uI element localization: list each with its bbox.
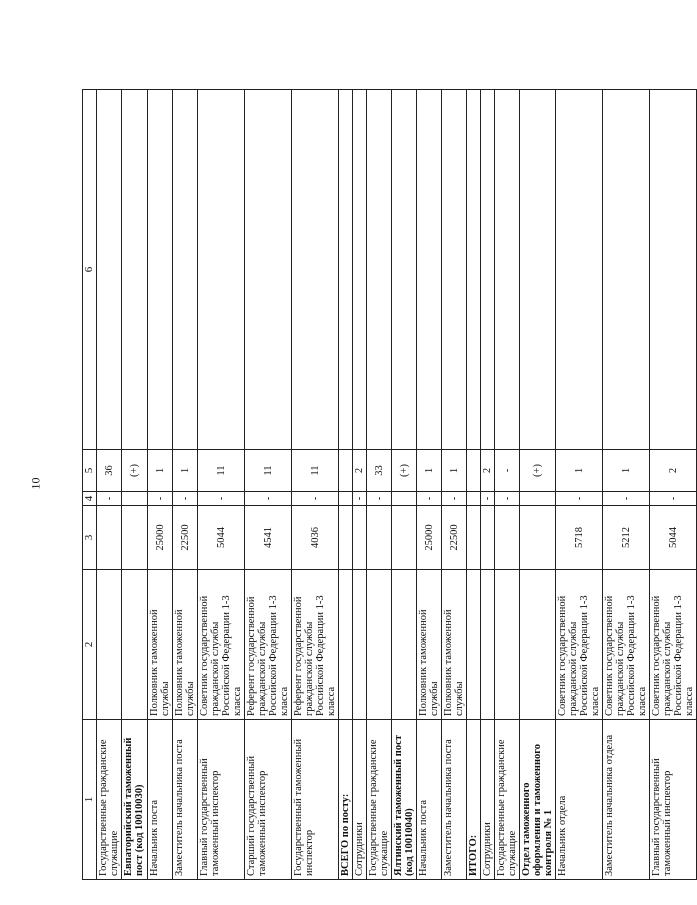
table-row <box>481 90 495 880</box>
header-cell-5: 5 <box>83 450 97 492</box>
table-cell-c5: 1 <box>417 450 442 492</box>
table-cell-c3: 22500 <box>442 506 467 570</box>
table-cell-c1: Евпаторийский таможенный пост (код 10010030) <box>122 720 148 880</box>
table-cell-c5: 36 <box>97 450 122 492</box>
table-cell-c4: - <box>495 492 520 506</box>
page-number: 10 <box>28 477 43 490</box>
table-cell-c5: 1 <box>603 450 650 492</box>
table-row <box>495 90 520 880</box>
table-cell-c5: 11 <box>292 450 339 492</box>
table-cell-c5: (+) <box>122 450 148 492</box>
table-cell-c2: Советник государственной гражданской службы Российской Федерации 1-3 класса <box>650 570 697 720</box>
table-cell-c5: - <box>495 450 520 492</box>
table-cell-c3 <box>520 506 556 570</box>
table-cell-c3 <box>495 506 520 570</box>
table-cell-c3 <box>367 506 392 570</box>
table-cell-c4 <box>392 492 417 506</box>
table-row <box>339 90 353 880</box>
table-cell-c2 <box>520 570 556 720</box>
table-cell-c1: Государственный таможенный инспектор <box>292 720 339 880</box>
table-cell-c1: Начальник отдела <box>556 720 603 880</box>
table-cell-c2: Полковник таможенной службы <box>148 570 173 720</box>
table-cell-c2: Полковник таможенной службы <box>417 570 442 720</box>
staff-table-body <box>83 90 697 880</box>
table-row <box>122 90 148 880</box>
table-cell-c6 <box>173 90 198 450</box>
table-cell-c6 <box>392 90 417 450</box>
table-cell-c6 <box>495 90 520 450</box>
table-cell-c2: Советник государственной гражданской службы Российской Федерации 1-3 класса <box>198 570 245 720</box>
table-cell-c6 <box>467 90 481 450</box>
table-cell-c6 <box>367 90 392 450</box>
table-cell-c2: Советник государственной гражданской службы Российской Федерации 1-3 класса <box>603 570 650 720</box>
table-cell-c1: Государственные гражданские служащие <box>97 720 122 880</box>
table-cell-c3: 5044 <box>198 506 245 570</box>
table-cell-c6 <box>122 90 148 450</box>
table-cell-c2: Полковник таможенной службы <box>442 570 467 720</box>
table-cell-c1: Государственные гражданские служащие <box>495 720 520 880</box>
table-cell-c6 <box>417 90 442 450</box>
table-cell-c2 <box>467 570 481 720</box>
table-cell-c1: Государственные гражданские служащие <box>367 720 392 880</box>
table-cell-c3: 4036 <box>292 506 339 570</box>
table-cell-c2: Референт государственной гражданской службы Российской Федерации 1-3 класса <box>292 570 339 720</box>
table-cell-c3 <box>353 506 367 570</box>
table-cell-c5: 1 <box>556 450 603 492</box>
table-cell-c4: - <box>353 492 367 506</box>
header-cell-2: 2 <box>83 570 97 720</box>
table-row <box>650 90 697 880</box>
table-row <box>442 90 467 880</box>
header-cell-4: 4 <box>83 492 97 506</box>
table-row <box>148 90 173 880</box>
table-cell-c3 <box>339 506 353 570</box>
table-cell-c5: 11 <box>198 450 245 492</box>
table-cell-c3 <box>97 506 122 570</box>
table-cell-c6 <box>556 90 603 450</box>
table-cell-c4: - <box>417 492 442 506</box>
table-cell-c3 <box>467 506 481 570</box>
table-header-row <box>83 90 97 880</box>
table-cell-c3: 4541 <box>245 506 292 570</box>
table-cell-c4: - <box>198 492 245 506</box>
table-cell-c1: Главный государственный таможенный инспектор <box>198 720 245 880</box>
table-cell-c5: 33 <box>367 450 392 492</box>
table-cell-c5: 1 <box>173 450 198 492</box>
table-row <box>417 90 442 880</box>
table-row <box>603 90 650 880</box>
table-cell-c6 <box>339 90 353 450</box>
table-cell-c1: Заместитель начальника поста <box>173 720 198 880</box>
table-cell-c6 <box>442 90 467 450</box>
table-cell-c6 <box>520 90 556 450</box>
table-cell-c2 <box>353 570 367 720</box>
table-cell-c6 <box>198 90 245 450</box>
table-cell-c1: Заместитель начальника отдела <box>603 720 650 880</box>
table-cell-c4: - <box>173 492 198 506</box>
table-cell-c3: 25000 <box>148 506 173 570</box>
table-row <box>173 90 198 880</box>
table-cell-c1: ИТОГО: <box>467 720 481 880</box>
table-cell-c6 <box>245 90 292 450</box>
table-cell-c2 <box>122 570 148 720</box>
table-row <box>245 90 292 880</box>
table-cell-c1: Отдел таможенного оформления и таможенного контроля № 1 <box>520 720 556 880</box>
table-cell-c4: - <box>556 492 603 506</box>
table-row <box>97 90 122 880</box>
table-row <box>467 90 481 880</box>
table-cell-c1: ВСЕГО по посту: <box>339 720 353 880</box>
table-cell-c2 <box>481 570 495 720</box>
table-cell-c5: (+) <box>520 450 556 492</box>
table-cell-c5: 2 <box>650 450 697 492</box>
table-cell-c5: (+) <box>392 450 417 492</box>
table-cell-c6 <box>481 90 495 450</box>
table-cell-c1: Начальник поста <box>417 720 442 880</box>
table-cell-c5: 2 <box>353 450 367 492</box>
table-cell-c6 <box>148 90 173 450</box>
table-cell-c4: - <box>292 492 339 506</box>
table-cell-c4: - <box>148 492 173 506</box>
header-cell-1: 1 <box>83 720 97 880</box>
staff-table <box>82 89 697 880</box>
table-cell-c4: - <box>245 492 292 506</box>
table-cell-c6 <box>353 90 367 450</box>
table-row <box>292 90 339 880</box>
table-cell-c4 <box>467 492 481 506</box>
table-cell-c4 <box>339 492 353 506</box>
table-row <box>367 90 392 880</box>
table-cell-c2: Советник государственной гражданской службы Российской Федерации 1-3 класса <box>556 570 603 720</box>
table-cell-c3 <box>392 506 417 570</box>
table-row <box>198 90 245 880</box>
table-cell-c4: - <box>481 492 495 506</box>
table-cell-c1: Сотрудники <box>353 720 367 880</box>
table-cell-c4: - <box>603 492 650 506</box>
table-cell-c2 <box>367 570 392 720</box>
table-cell-c5: 2 <box>481 450 495 492</box>
table-cell-c6 <box>97 90 122 450</box>
table-cell-c5: 11 <box>245 450 292 492</box>
table-row <box>392 90 417 880</box>
table-cell-c2: Полковник таможенной службы <box>173 570 198 720</box>
table-cell-c3: 5044 <box>650 506 697 570</box>
table-cell-c5 <box>339 450 353 492</box>
table-cell-c3: 25000 <box>417 506 442 570</box>
table-cell-c4: - <box>97 492 122 506</box>
header-cell-3: 3 <box>83 506 97 570</box>
table-cell-c3: 5718 <box>556 506 603 570</box>
table-cell-c3 <box>122 506 148 570</box>
rotated-table-container <box>82 90 695 880</box>
table-cell-c6 <box>650 90 697 450</box>
table-cell-c6 <box>292 90 339 450</box>
table-row <box>556 90 603 880</box>
table-cell-c2 <box>495 570 520 720</box>
table-cell-c2 <box>392 570 417 720</box>
table-cell-c2: Референт государственной гражданской службы Российской Федерации 1-3 класса <box>245 570 292 720</box>
table-cell-c4: - <box>367 492 392 506</box>
table-cell-c4 <box>122 492 148 506</box>
table-cell-c2 <box>339 570 353 720</box>
header-cell-6: 6 <box>83 90 97 450</box>
table-cell-c5 <box>467 450 481 492</box>
table-cell-c4: - <box>442 492 467 506</box>
table-cell-c3 <box>481 506 495 570</box>
table-row <box>520 90 556 880</box>
table-cell-c6 <box>603 90 650 450</box>
table-cell-c4: - <box>650 492 697 506</box>
table-cell-c1: Старший государственный таможенный инспектор <box>245 720 292 880</box>
table-cell-c5: 1 <box>148 450 173 492</box>
table-cell-c4 <box>520 492 556 506</box>
table-cell-c3: 5212 <box>603 506 650 570</box>
table-cell-c1: Сотрудники <box>481 720 495 880</box>
table-cell-c1: Заместитель начальника поста <box>442 720 467 880</box>
table-cell-c5: 1 <box>442 450 467 492</box>
table-cell-c3: 22500 <box>173 506 198 570</box>
table-row <box>353 90 367 880</box>
table-cell-c2 <box>97 570 122 720</box>
table-cell-c1: Главный государственный таможенный инспектор <box>650 720 697 880</box>
table-cell-c1: Начальник поста <box>148 720 173 880</box>
table-cell-c1: Ялтинский таможенный пост (код 10010040) <box>392 720 417 880</box>
